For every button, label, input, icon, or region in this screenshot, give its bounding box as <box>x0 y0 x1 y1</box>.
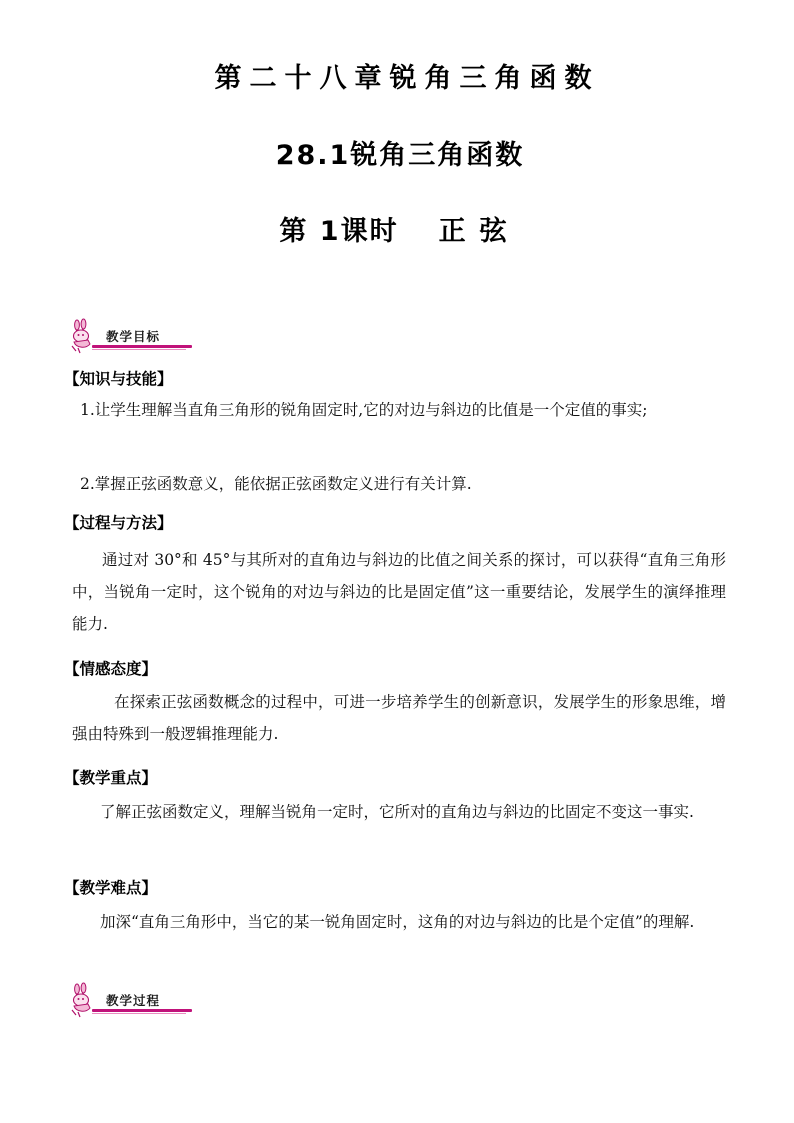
keypoint-text: 了解正弦函数定义，理解当锐角一定时，它所对的直角边与斜边的比固定不变这一事实. <box>100 803 694 821</box>
banner-underline-shadow <box>92 349 186 350</box>
objectives-banner <box>68 318 192 354</box>
process-text: 通过对 30°和 45°与其所对的直角边与斜边的比值之间关系的探讨，可以获得“直角三角形中，当锐角一定时，这个锐角的对边与斜边的比是固定值”这一重要结论，发展学生的演绎推理能力. <box>72 551 726 633</box>
knowledge-heading: 【知识与技能】 <box>64 370 173 388</box>
keypoint-heading: 【教学重点】 <box>64 769 158 787</box>
chapter-title: 第二十八章锐角三角函数 <box>214 63 600 94</box>
emotion-text: 在探索正弦函数概念的过程中，可进一步培养学生的创新意识，发展学生的形象思维，增强由特殊到一般逻辑推理能力. <box>72 693 726 743</box>
difficulty-text: 加深“直角三角形中，当它的某一锐角固定时，这角的对边与斜边的比是个定值”的理解. <box>100 913 695 931</box>
knowledge-item-2: 2.掌握正弦函数意义，能依据正弦函数定义进行有关计算. <box>80 475 472 493</box>
difficulty-heading: 【教学难点】 <box>64 879 158 897</box>
lesson-title <box>0 209 794 248</box>
knowledge-item-1: 1.让学生理解当直角三角形的锐角固定时,它的对边与斜边的比值是一个定值的事实; <box>80 401 648 419</box>
process-banner-label: 教学过程 <box>106 993 161 1008</box>
process-heading: 【过程与方法】 <box>64 514 173 532</box>
section-title: 28.1锐角三角函数 <box>275 140 525 171</box>
banner-underline <box>92 1009 192 1012</box>
banner-underline <box>92 345 192 348</box>
lesson-number: 第 1课时 <box>279 216 399 247</box>
objectives-banner-label: 教学目标 <box>106 329 161 344</box>
banner-underline-shadow <box>92 1013 186 1014</box>
process-banner <box>68 982 192 1018</box>
emotion-heading: 【情感态度】 <box>64 660 158 678</box>
lesson-topic: 正弦 <box>438 216 521 247</box>
